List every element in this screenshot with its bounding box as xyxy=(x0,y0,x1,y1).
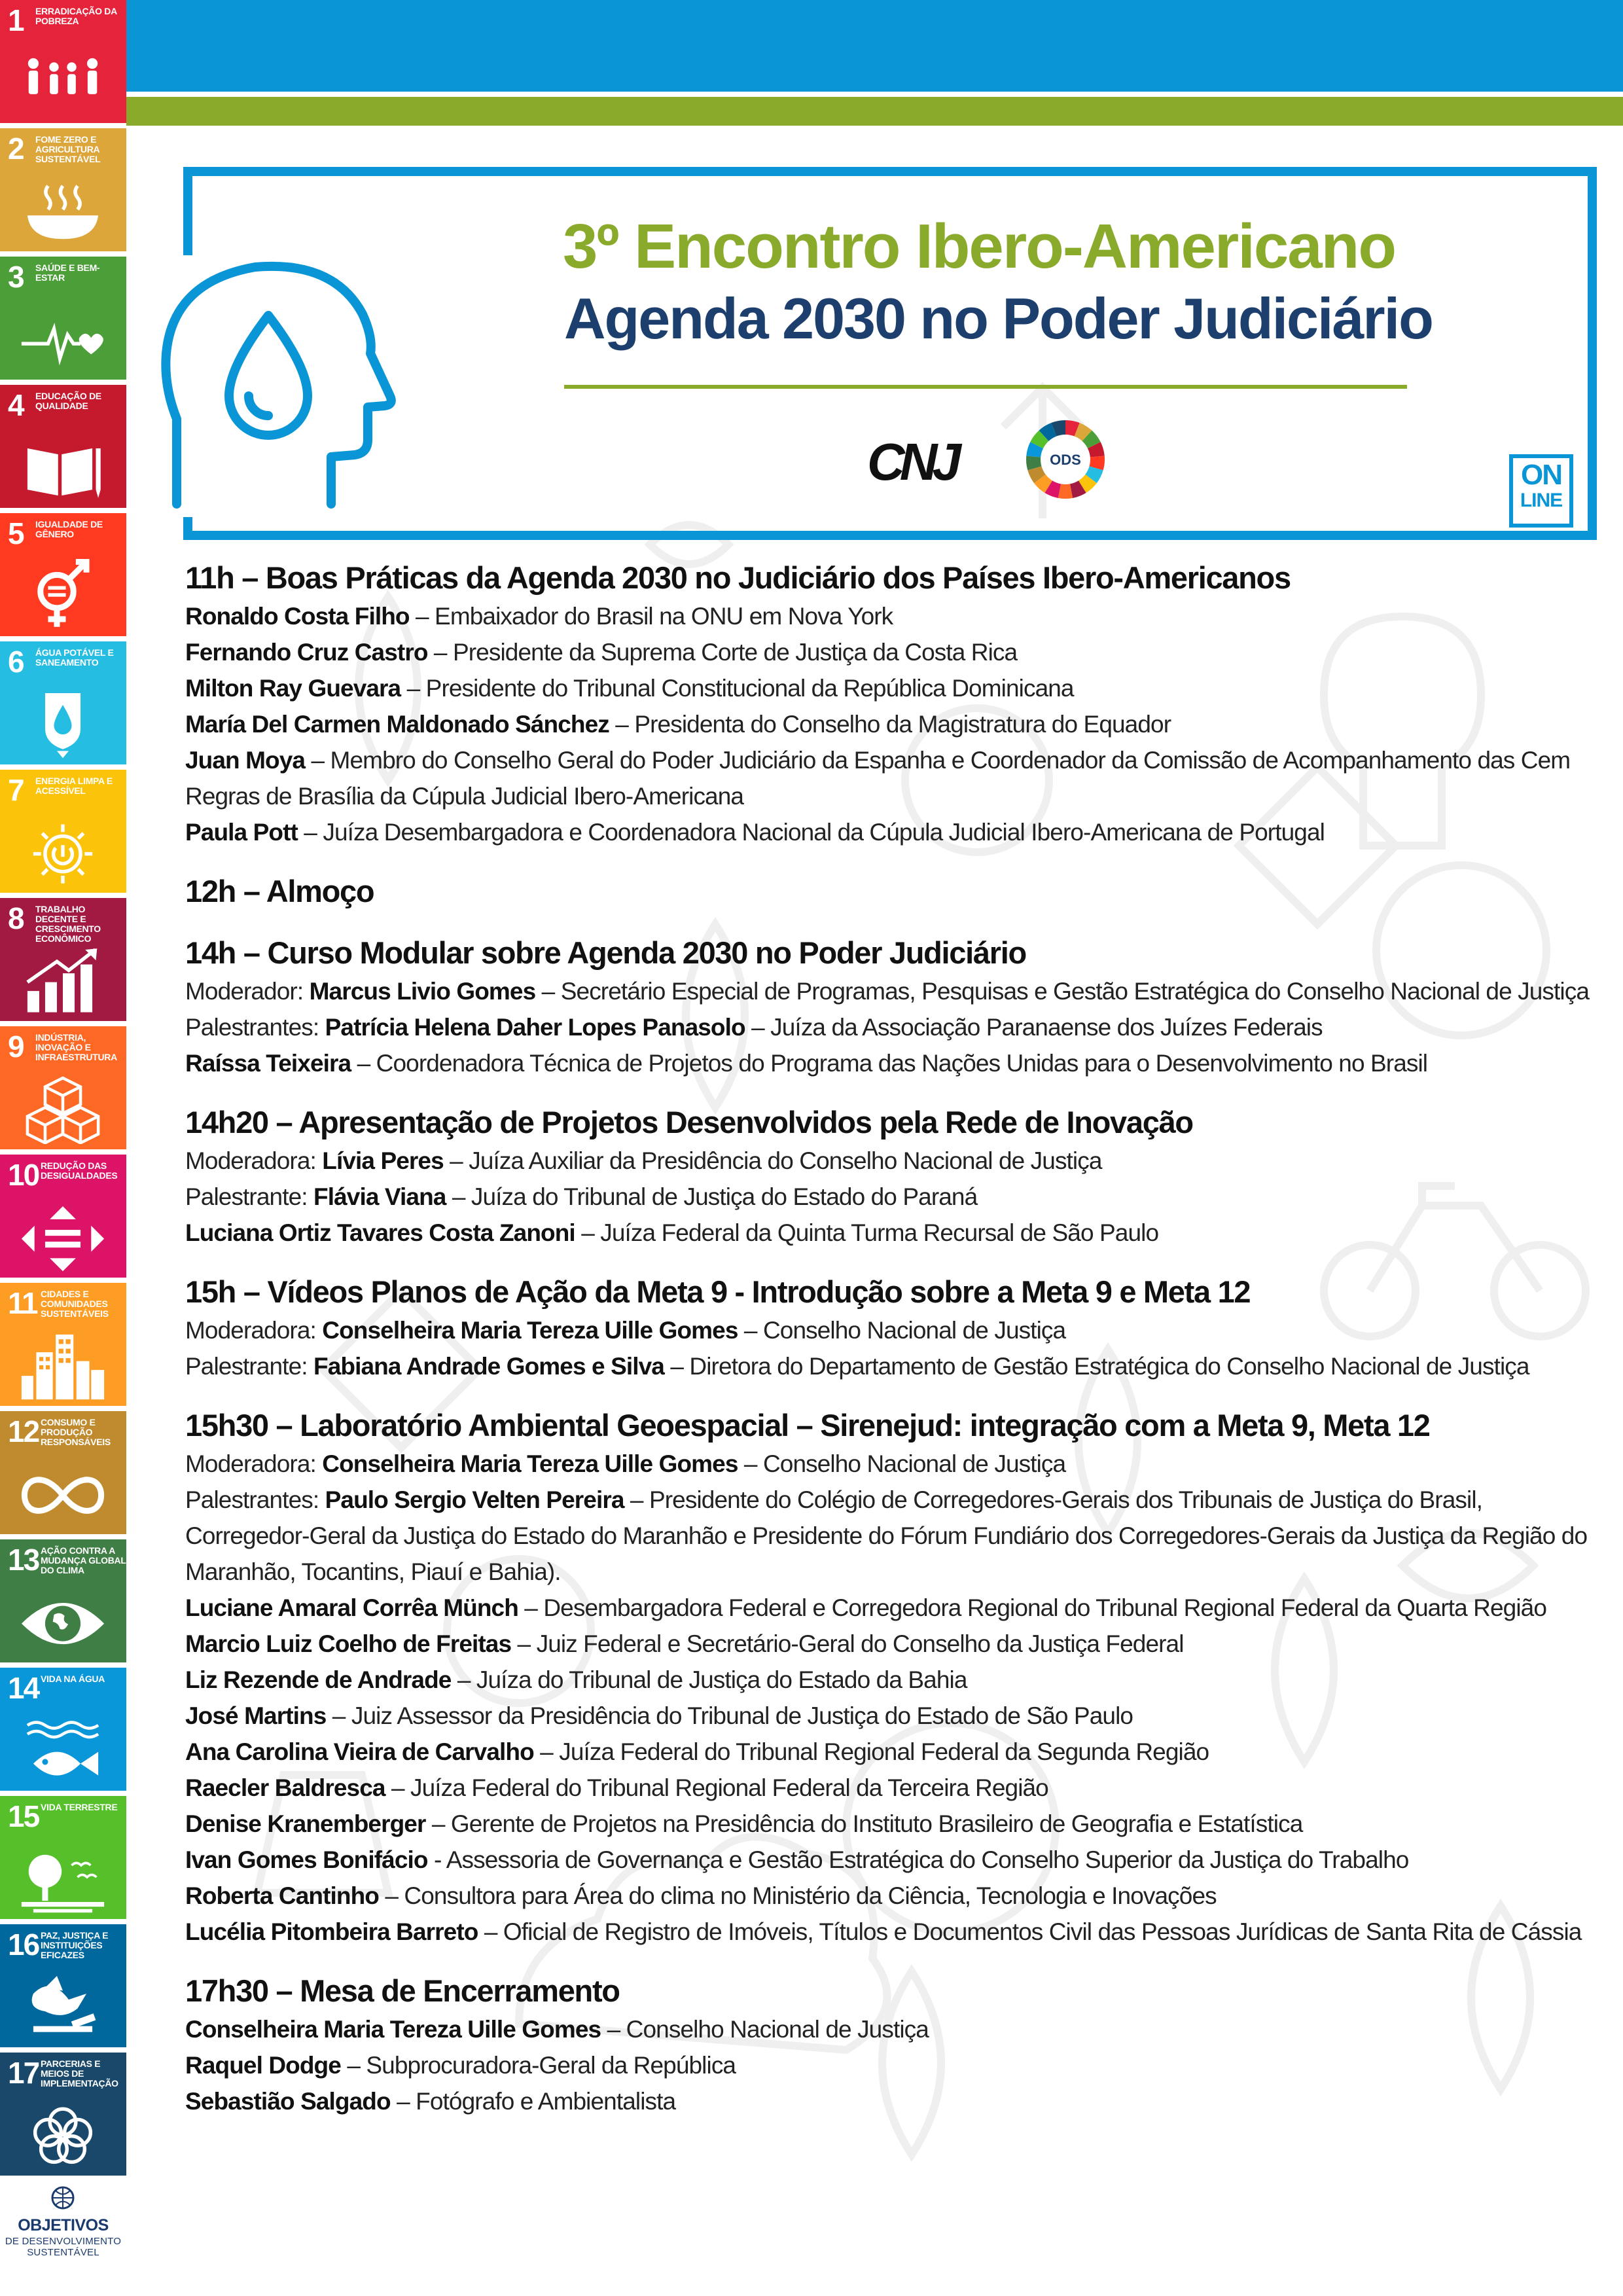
speaker-role-prefix: Palestrante: xyxy=(185,1183,314,1210)
sdg-number: 11 xyxy=(8,1286,37,1320)
speaker-name: Fernando Cruz Castro xyxy=(185,639,428,666)
speaker-role: – Juíza da Associação Paranaense dos Juízes Federais xyxy=(745,1014,1323,1041)
speaker-role: – Juíza Auxiliar da Presidência do Conselho Nacional de Justiça xyxy=(443,1147,1102,1174)
sdg-tile-4 xyxy=(0,385,126,508)
speaker-role: – Juiz Federal e Secretário-Geral do Conselho da Justiça Federal xyxy=(511,1630,1184,1657)
speaker-role-prefix: Palestrantes: xyxy=(185,1014,325,1041)
speaker-entry xyxy=(185,1698,1599,1734)
sdg-label: PAZ, JUSTIÇA E INSTITUIÇÕES EFICAZES xyxy=(41,1930,109,1960)
session-title: 14h20 – Apresentação de Projetos Desenvolvidos pela Rede de Inovação xyxy=(185,1105,1193,1139)
sdg-tile-10 xyxy=(0,1155,126,1278)
speaker-name: Conselheira Maria Tereza Uille Gomes xyxy=(322,1317,738,1344)
sdg-label: TRABALHO DECENTE E CRESCIMENTO ECONÔMICO xyxy=(35,904,101,944)
session-title: 14h – Curso Modular sobre Agenda 2030 no Poder Judiciário xyxy=(185,935,1026,970)
speaker-entry xyxy=(185,1734,1599,1770)
speaker-role: – Juíza Federal do Tribunal Regional Federal da Terceira Região xyxy=(385,1774,1048,1801)
tree-icon xyxy=(17,1842,109,1914)
speaker-name: Denise Kranemberger xyxy=(185,1810,426,1837)
event-title-line-1: 3º Encontro Ibero-Americano xyxy=(563,211,1395,281)
speaker-name: Conselheira Maria Tereza Uille Gomes xyxy=(185,2016,601,2043)
sdg-tile-13 xyxy=(0,1539,126,1662)
sdg-tile-8 xyxy=(0,898,126,1021)
speaker-role-prefix: Moderador: xyxy=(185,978,310,1005)
sdg-number: 2 xyxy=(8,132,24,166)
online-badge-line: LINE xyxy=(1520,490,1563,511)
sdg-number: 1 xyxy=(8,3,24,37)
speaker-name: Roberta Cantinho xyxy=(185,1882,379,1909)
speaker-role: – Oficial de Registro de Imóveis, Títulos e Documentos Civil das Pessoas Jurídicas de Santa Rita de Cássia xyxy=(478,1918,1582,1945)
speaker-name: Raíssa Teixeira xyxy=(185,1050,351,1077)
sdg-tile-17 xyxy=(0,2053,126,2176)
sdg-label: INDÚSTRIA, INOVAÇÃO E INFRAESTRUTURA xyxy=(35,1032,117,1062)
dove-gavel-icon xyxy=(17,1970,109,2042)
session-title: 12h – Almoço xyxy=(185,874,374,908)
speaker-role: - Assessoria de Governança e Gestão Estratégica do Conselho Superior da Justiça do Trabalho xyxy=(427,1846,1409,1873)
sdg-label: ENERGIA LIMPA E ACESSÍVEL xyxy=(35,776,113,796)
sdg-label: VIDA TERRESTRE xyxy=(41,1802,118,1812)
eye-globe-icon xyxy=(17,1585,109,1657)
speaker-role: – Juíza Desembargadora e Coordenadora Nacional da Cúpula Judicial Ibero-Americana de Portugal xyxy=(297,819,1325,846)
session xyxy=(185,871,1599,912)
speaker-entry xyxy=(185,814,1599,850)
speaker-name: Ronaldo Costa Filho xyxy=(185,603,410,630)
speaker-name: Raecler Baldresca xyxy=(185,1774,385,1801)
speaker-role: – Gerente de Projetos na Presidência do Instituto Brasileiro de Geografia e Estatística xyxy=(425,1810,1303,1837)
sdg-tile-11 xyxy=(0,1283,126,1406)
speaker-role: – Consultora para Área do clima no Ministério da Ciência, Tecnologia e Inovações xyxy=(378,1882,1217,1909)
speaker-name: Raquel Dodge xyxy=(185,2052,341,2079)
speaker-name: Sebastião Salgado xyxy=(185,2088,391,2115)
speaker-entry xyxy=(185,1626,1599,1662)
speaker-role: – Presidente do Colégio de Corregedores-Gerais dos Tribunais de Justiça do Brasil, Corregedor-Geral da Justiça do Estado do Maranhão e Presidente do Fórum Fundiário dos Corregedores-Gerais da Justiça da Região do Maranhão, Tocantins, Piauí e Bahia). xyxy=(185,1486,1588,1585)
online-badge xyxy=(1509,454,1573,528)
sdg-number: 5 xyxy=(8,516,24,550)
fish-icon xyxy=(17,1713,109,1785)
speaker-name: Milton Ray Guevara xyxy=(185,675,401,702)
speaker-role: – Membro do Conselho Geral do Poder Judiciário da Espanha e Coordenador da Comissão de Acompanhamento das Cem Regras de Brasília da Cúpula Judicial Ibero-Americana xyxy=(185,747,1571,810)
ods-logo-text: ODS xyxy=(1050,452,1081,468)
speaker-entry xyxy=(185,1215,1599,1251)
speaker-entry xyxy=(185,706,1599,742)
speaker-role: – Diretora do Departamento de Gestão Estratégica do Conselho Nacional de Justiça xyxy=(664,1353,1529,1380)
speaker-entry xyxy=(185,1590,1599,1626)
speaker-role: – Conselho Nacional de Justiça xyxy=(738,1317,1066,1344)
sdg-label: EDUCAÇÃO DE QUALIDADE xyxy=(35,391,101,411)
sdg-number: 10 xyxy=(8,1158,39,1192)
speaker-role: – Juíza Federal do Tribunal Regional Federal da Segunda Região xyxy=(533,1738,1209,1765)
speaker-role: – Conselho Nacional de Justiça xyxy=(601,2016,929,2043)
cnj-logo: CNJ xyxy=(867,433,957,491)
sdg-label: FOME ZERO E AGRICULTURA SUSTENTÁVEL xyxy=(35,134,101,164)
speaker-role: – Presidente da Suprema Corte de Justiça da Costa Rica xyxy=(427,639,1018,666)
water-drop-icon xyxy=(17,687,109,759)
sdg-number: 14 xyxy=(8,1671,39,1705)
speaker-name: Ivan Gomes Bonifácio xyxy=(185,1846,428,1873)
speaker-name: Marcus Livio Gomes xyxy=(309,978,536,1005)
speaker-entry xyxy=(185,1009,1599,1045)
top-blue-bar xyxy=(126,0,1623,92)
session-title: 15h – Vídeos Planos de Ação da Meta 9 - Introdução sobre a Meta 9 e Meta 12 xyxy=(185,1274,1251,1309)
speaker-role: – Subprocuradora-Geral da República xyxy=(340,2052,736,2079)
speaker-name: María Del Carmen Maldonado Sánchez xyxy=(185,711,609,738)
speaker-role: – Secretário Especial de Programas, Pesquisas e Gestão Estratégica do Conselho Nacional de Justiça xyxy=(535,978,1589,1005)
speaker-name: Luciana Ortiz Tavares Costa Zanoni xyxy=(185,1219,575,1246)
ods-wheel-logo xyxy=(1025,419,1106,500)
gender-equality-icon xyxy=(17,559,109,631)
sdg-number: 15 xyxy=(8,1799,39,1833)
sdg-tile-2 xyxy=(0,128,126,251)
speaker-role-prefix: Palestrantes: xyxy=(185,1486,325,1513)
infinity-icon xyxy=(17,1457,109,1529)
sdg-number: 8 xyxy=(8,901,24,935)
speaker-role: – Fotógrafo e Ambientalista xyxy=(390,2088,676,2115)
speaker-entry xyxy=(185,1348,1599,1384)
speaker-role-prefix: Moderadora: xyxy=(185,1450,323,1477)
speaker-entry xyxy=(185,1446,1599,1482)
speaker-entry xyxy=(185,973,1599,1009)
speaker-entry xyxy=(185,1878,1599,1914)
sdg-label: IGUALDADE DE GÊNERO xyxy=(35,519,103,539)
session xyxy=(185,1102,1599,1251)
sdg-label: SAÚDE E BEM-ESTAR xyxy=(35,262,100,283)
speaker-entry xyxy=(185,1842,1599,1878)
sdg-footer-line-1: OBJETIVOS xyxy=(18,2216,109,2234)
family-icon xyxy=(17,46,109,118)
sdg-label: CIDADES E COMUNIDADES SUSTENTÁVEIS xyxy=(41,1289,109,1319)
speaker-role: – Conselho Nacional de Justiça xyxy=(738,1450,1066,1477)
flower-rings-icon xyxy=(17,2098,109,2170)
speaker-role-prefix: Moderadora: xyxy=(185,1147,323,1174)
sdg-number: 13 xyxy=(8,1543,39,1577)
equality-arrows-icon xyxy=(17,1200,109,1272)
speaker-entry xyxy=(185,1914,1599,1950)
sdg-tile-1 xyxy=(0,0,126,123)
speaker-role: – Embaixador do Brasil na ONU em Nova York xyxy=(409,603,893,630)
speaker-role-prefix: Palestrante: xyxy=(185,1353,314,1380)
top-green-bar xyxy=(126,97,1623,126)
speaker-name: Paula Pott xyxy=(185,819,298,846)
online-badge-on: ON xyxy=(1521,459,1561,491)
sdg-label: AÇÃO CONTRA A MUDANÇA GLOBAL DO CLIMA xyxy=(41,1545,126,1575)
speaker-role: – Presidenta do Conselho da Magistratura do Equador xyxy=(609,711,1171,738)
title-underline xyxy=(564,385,1407,389)
sdg-number: 16 xyxy=(8,1928,39,1962)
sun-power-icon xyxy=(17,816,109,888)
speaker-name: Juan Moya xyxy=(185,747,306,774)
speaker-name: Lucélia Pitombeira Barreto xyxy=(185,1918,478,1945)
sdg-label: REDUÇÃO DAS DESIGUALDADES xyxy=(41,1160,118,1181)
speaker-entry xyxy=(185,1045,1599,1081)
event-title-line-2: Agenda 2030 no Poder Judiciário xyxy=(564,286,1433,351)
sdg-tile-7 xyxy=(0,770,126,893)
session xyxy=(185,1971,1599,2119)
session-title: 17h30 – Mesa de Encerramento xyxy=(185,1973,620,2008)
speaker-entry xyxy=(185,634,1599,670)
speaker-name: Flávia Viana xyxy=(313,1183,446,1210)
speaker-role-prefix: Moderadora: xyxy=(185,1317,323,1344)
session xyxy=(185,1272,1599,1384)
sdg-label: VIDA NA ÁGUA xyxy=(41,1674,105,1684)
speaker-entry xyxy=(185,1482,1599,1590)
speaker-role: – Juíza do Tribunal de Justiça do Estado do Paraná xyxy=(446,1183,978,1210)
sdg-number: 9 xyxy=(8,1030,24,1064)
speaker-role: – Juíza do Tribunal de Justiça do Estado da Bahia xyxy=(451,1666,967,1693)
speaker-role: – Presidente do Tribunal Constitucional da República Dominicana xyxy=(401,675,1074,702)
sdg-footer-line-2: DE DESENVOLVIMENTO SUSTENTÁVEL xyxy=(5,2236,122,2258)
programme xyxy=(185,558,1599,2140)
speaker-role: – Juíza Federal da Quinta Turma Recursal de São Paulo xyxy=(575,1219,1159,1246)
speaker-name: Ana Carolina Vieira de Carvalho xyxy=(185,1738,534,1765)
sdg-tile-12 xyxy=(0,1411,126,1534)
speaker-name: Conselheira Maria Tereza Uille Gomes xyxy=(322,1450,738,1477)
speaker-entry xyxy=(185,2011,1599,2047)
speaker-entry xyxy=(185,742,1599,814)
cubes-icon xyxy=(17,1072,109,1144)
sdg-number: 7 xyxy=(8,773,24,807)
un-emblem-icon xyxy=(50,2185,76,2211)
session xyxy=(185,558,1599,850)
growth-chart-icon xyxy=(17,944,109,1016)
speaker-entry xyxy=(185,1662,1599,1698)
session-title: 11h – Boas Práticas da Agenda 2030 no Judiciário dos Países Ibero-Americanos xyxy=(185,560,1291,595)
sdg-number: 17 xyxy=(8,2056,39,2090)
sdg-label: CONSUMO E PRODUÇÃO RESPONSÁVEIS xyxy=(41,1417,111,1447)
heartbeat-icon xyxy=(17,302,109,374)
city-icon xyxy=(17,1329,109,1401)
sdg-number: 12 xyxy=(8,1414,39,1448)
sdg-tile-9 xyxy=(0,1026,126,1149)
speaker-name: Patrícia Helena Daher Lopes Panasolo xyxy=(325,1014,745,1041)
session-title: 15h30 – Laboratório Ambiental Geoespacial – Sirenejud: integração com a Meta 9, Meta 12 xyxy=(185,1408,1430,1443)
speaker-entry xyxy=(185,1143,1599,1179)
sdg-tile-14 xyxy=(0,1668,126,1791)
sdg-label: ÁGUA POTÁVEL E SANEAMENTO xyxy=(35,647,114,668)
speaker-name: Lívia Peres xyxy=(322,1147,444,1174)
sdg-footer-logo xyxy=(0,2177,126,2296)
sdg-number: 4 xyxy=(8,388,24,422)
speaker-name: Luciane Amaral Corrêa Münch xyxy=(185,1594,518,1621)
speaker-name: Fabiana Andrade Gomes e Silva xyxy=(313,1353,664,1380)
sdg-label: PARCERIAS E MEIOS DE IMPLEMENTAÇÃO xyxy=(41,2058,118,2089)
speaker-role: – Juiz Assessor da Presidência do Tribunal de Justiça do Estado de São Paulo xyxy=(326,1702,1133,1729)
speaker-entry xyxy=(185,1806,1599,1842)
speaker-entry xyxy=(185,2047,1599,2083)
sdg-tile-6 xyxy=(0,641,126,764)
speaker-role: – Desembargadora Federal e Corregedora Regional do Tribunal Regional Federal da Quarta Região xyxy=(518,1594,1547,1621)
speaker-name: José Martins xyxy=(185,1702,327,1729)
speaker-entry xyxy=(185,2083,1599,2119)
sdg-tile-16 xyxy=(0,1924,126,2047)
sdg-tile-15 xyxy=(0,1796,126,1919)
sdg-number: 6 xyxy=(8,645,24,679)
speaker-entry xyxy=(185,1770,1599,1806)
sdg-label: ERRADICAÇÃO DA POBREZA xyxy=(35,6,117,26)
book-icon xyxy=(17,431,109,503)
sdg-tile-5 xyxy=(0,513,126,636)
speaker-entry xyxy=(185,670,1599,706)
sdg-tile-3 xyxy=(0,257,126,380)
speaker-entry xyxy=(185,598,1599,634)
food-bowl-icon xyxy=(17,174,109,246)
speaker-role: – Coordenadora Técnica de Projetos do Programa das Nações Unidas para o Desenvolvimento no Brasil xyxy=(351,1050,1428,1077)
head-water-drop-logo xyxy=(157,255,399,517)
sdg-number: 3 xyxy=(8,260,24,294)
session xyxy=(185,933,1599,1081)
speaker-entry xyxy=(185,1312,1599,1348)
sdg-sidebar xyxy=(0,0,126,2296)
speaker-entry xyxy=(185,1179,1599,1215)
speaker-name: Liz Rezende de Andrade xyxy=(185,1666,452,1693)
session xyxy=(185,1405,1599,1950)
speaker-name: Marcio Luiz Coelho de Freitas xyxy=(185,1630,512,1657)
speaker-name: Paulo Sergio Velten Pereira xyxy=(325,1486,624,1513)
